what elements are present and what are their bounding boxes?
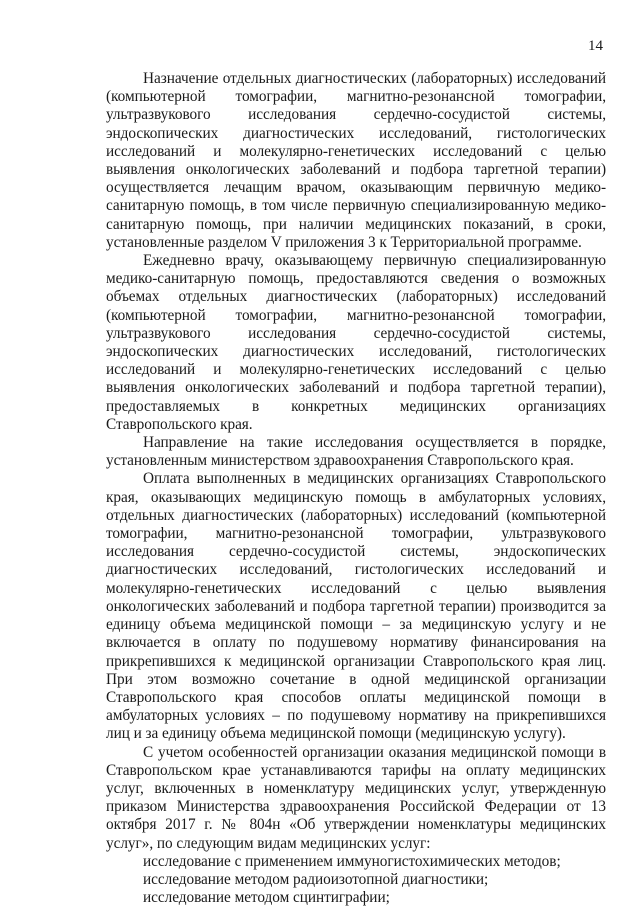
paragraph-payment: Оплата выполненных в медицинских организациях Ставропольского края, оказывающих медицинскую помощь в амбулаторных условиях, отдельных диагностических (лабораторных) исследований (компьютерной томографии, магнитно-резонансной томографии, ультразвукового исследования сердечно-сосудистой системы, эндоскопических диагностических исследований, гистологических исследований и молекулярно-генетических исследований с целью выявления онкологических заболеваний и подбора таргетной терапии) производится за единицу объема медицинской помощи – за медицинскую услугу и не включается в оплату по подушевому нормативу финансирования на прикрепившихся к медицинской организации Ставропольского края лиц. При этом возможно сочетание в одной медицинской организации Ставропольского края способов оплаты медицинской помощи в амбулаторных условиях – по подушевому нормативу на прикрепившихся лиц и за единицу объема медицинской помощи (медицинскую услугу). — [106, 470, 606, 743]
paragraph-daily-information: Ежедневно врачу, оказывающему первичную специализированную медико-санитарную помощь, предоставляются сведения о возможных объемах отдельных диагностических (лабораторных) исследований (компьютерной томографии, магнитно-резонансной томографии, ультразвукового исследования сердечно-сосудистой системы, эндоскопических диагностических исследований, гистологических исследований и молекулярно-генетических исследований с целью выявления онкологических заболеваний и подбора таргетной терапии), предоставляемых в конкретных медицинских организациях Ставропольского края. — [106, 252, 606, 433]
list-item: исследование методом радиоизотопной диагностики; — [143, 870, 489, 888]
list-item: исследование с применением иммуногистохимических методов; — [143, 852, 561, 870]
document-body — [106, 70, 606, 907]
paragraph-referral-procedure: Направление на такие исследования осуществляется в порядке, установленным министерством здравоохранения Ставропольского края. — [106, 434, 606, 470]
list-item: исследование методом сцинтиграфии; — [143, 889, 390, 907]
page-number: 14 — [588, 38, 603, 54]
paragraph-tariffs: С учетом особенностей организации оказания медицинской помощи в Ставропольском крае устанавливаются тарифы на оплату медицинских услуг, включенных в номенклатуру медицинских услуг, утвержденную приказом Министерства здравоохранения Российской Федерации от 13 октября 2017 г. № 804н «Об утверждении номенклатуры медицинских услуг», по следующим видам медицинских услуг: — [106, 743, 606, 852]
paragraph-diagnostic-assignment: Назначение отдельных диагностических (лабораторных) исследований (компьютерной томографии, магнитно-резонансной томографии, ультразвукового исследования сердечно-сосудистой системы, эндоскопических диагностических исследований, гистологических исследований и молекулярно-генетических исследований с целью выявления онкологических заболеваний и подбора таргетной терапии) осуществляется лечащим врачом, оказывающим первичную медико-санитарную помощь, в том числе первичную специализированную медико-санитарную помощь, при наличии медицинских показаний, в сроки, установленные разделом V приложения 3 к Территориальной программе. — [106, 70, 606, 251]
